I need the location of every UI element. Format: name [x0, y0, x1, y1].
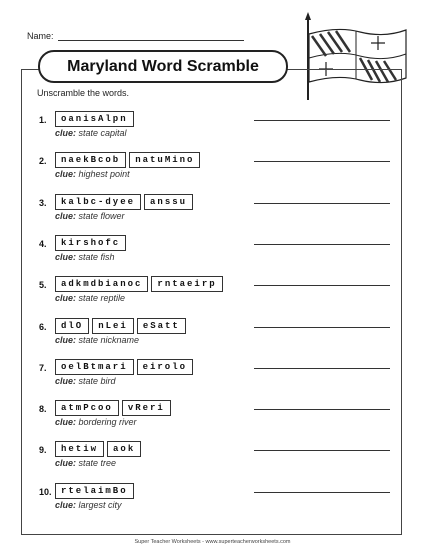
question-item [0, 111, 425, 151]
question-number: 10. [39, 487, 52, 497]
clue-value: state reptile [78, 293, 126, 303]
footer-credit: Super Teacher Worksheets - www.superteacherworksheets.com [134, 539, 291, 545]
scrambled-word-box: oanisAlpn [55, 111, 134, 127]
answer-line[interactable] [254, 409, 390, 410]
clue-label: clue: [55, 376, 77, 386]
answer-line[interactable] [254, 450, 390, 451]
answer-line[interactable] [254, 368, 390, 369]
question-number: 7. [39, 363, 47, 373]
question-number: 8. [39, 404, 47, 414]
worksheet-title: Maryland Word Scramble [38, 50, 288, 83]
question-item [0, 441, 425, 481]
clue-label: clue: [55, 252, 77, 262]
scrambled-word-box: natuMino [129, 152, 200, 168]
question-item [0, 318, 425, 358]
clue-value: state flower [78, 211, 125, 221]
clue-label: clue: [55, 169, 77, 179]
scrambled-word-box: adkmdbianoc [55, 276, 148, 292]
scramble-group [55, 359, 193, 375]
clue-value: bordering river [78, 417, 137, 427]
clue-label: clue: [55, 458, 77, 468]
clue-value: state bird [78, 376, 116, 386]
name-line [58, 40, 244, 41]
scramble-group [55, 152, 200, 168]
scrambled-word-box: vReri [122, 400, 171, 416]
clue-value: state tree [78, 458, 117, 468]
scrambled-word-box: eirolo [137, 359, 193, 375]
answer-line[interactable] [254, 327, 390, 328]
question-item [0, 359, 425, 399]
question-number: 9. [39, 445, 47, 455]
answer-line[interactable] [254, 492, 390, 493]
clue-text [55, 252, 115, 262]
answer-line[interactable] [254, 244, 390, 245]
question-item [0, 400, 425, 440]
scramble-group [55, 194, 193, 210]
clue-value: state capital [78, 128, 127, 138]
answer-line[interactable] [254, 285, 390, 286]
clue-value: largest city [78, 500, 122, 510]
question-number: 6. [39, 322, 47, 332]
scrambled-word-box: aok [107, 441, 141, 457]
scramble-group [55, 400, 171, 416]
question-item [0, 194, 425, 234]
scrambled-word-box: atmPcoo [55, 400, 119, 416]
question-number: 3. [39, 198, 47, 208]
clue-label: clue: [55, 211, 77, 221]
question-item [0, 152, 425, 192]
question-number: 1. [39, 115, 47, 125]
clue-text [55, 169, 130, 179]
scrambled-word-box: anssu [144, 194, 193, 210]
answer-line[interactable] [254, 203, 390, 204]
scrambled-word-box: hetiw [55, 441, 104, 457]
name-label: Name: [27, 31, 54, 41]
scramble-group [55, 235, 126, 251]
clue-label: clue: [55, 128, 77, 138]
clue-text [55, 293, 125, 303]
clue-text [55, 335, 139, 345]
scramble-group [55, 111, 134, 127]
clue-label: clue: [55, 293, 77, 303]
scrambled-word-box: nLei [92, 318, 134, 334]
clue-value: state nickname [78, 335, 140, 345]
scramble-group [55, 276, 223, 292]
scramble-group [55, 318, 186, 334]
clue-value: highest point [78, 169, 130, 179]
clue-text [55, 376, 116, 386]
clue-text [55, 500, 122, 510]
answer-line[interactable] [254, 161, 390, 162]
question-item [0, 483, 425, 523]
clue-text [55, 211, 125, 221]
scrambled-word-box: kirshofc [55, 235, 126, 251]
scrambled-word-box: rtelaimBo [55, 483, 134, 499]
scramble-group [55, 441, 141, 457]
question-item [0, 276, 425, 316]
clue-label: clue: [55, 417, 77, 427]
scramble-group [55, 483, 134, 499]
question-number: 4. [39, 239, 47, 249]
clue-value: state fish [78, 252, 115, 262]
question-item [0, 235, 425, 275]
answer-line[interactable] [254, 120, 390, 121]
clue-text [55, 128, 127, 138]
clue-label: clue: [55, 335, 77, 345]
clue-label: clue: [55, 500, 77, 510]
question-number: 2. [39, 156, 47, 166]
scrambled-word-box: oelBtmari [55, 359, 134, 375]
scrambled-word-box: rntaeirp [151, 276, 222, 292]
clue-text [55, 458, 116, 468]
instructions: Unscramble the words. [37, 88, 130, 98]
question-number: 5. [39, 280, 47, 290]
scrambled-word-box: naekBcob [55, 152, 126, 168]
clue-text [55, 417, 137, 427]
scrambled-word-box: kalbc-dyee [55, 194, 141, 210]
scrambled-word-box: eSatt [137, 318, 186, 334]
scrambled-word-box: dlO [55, 318, 89, 334]
